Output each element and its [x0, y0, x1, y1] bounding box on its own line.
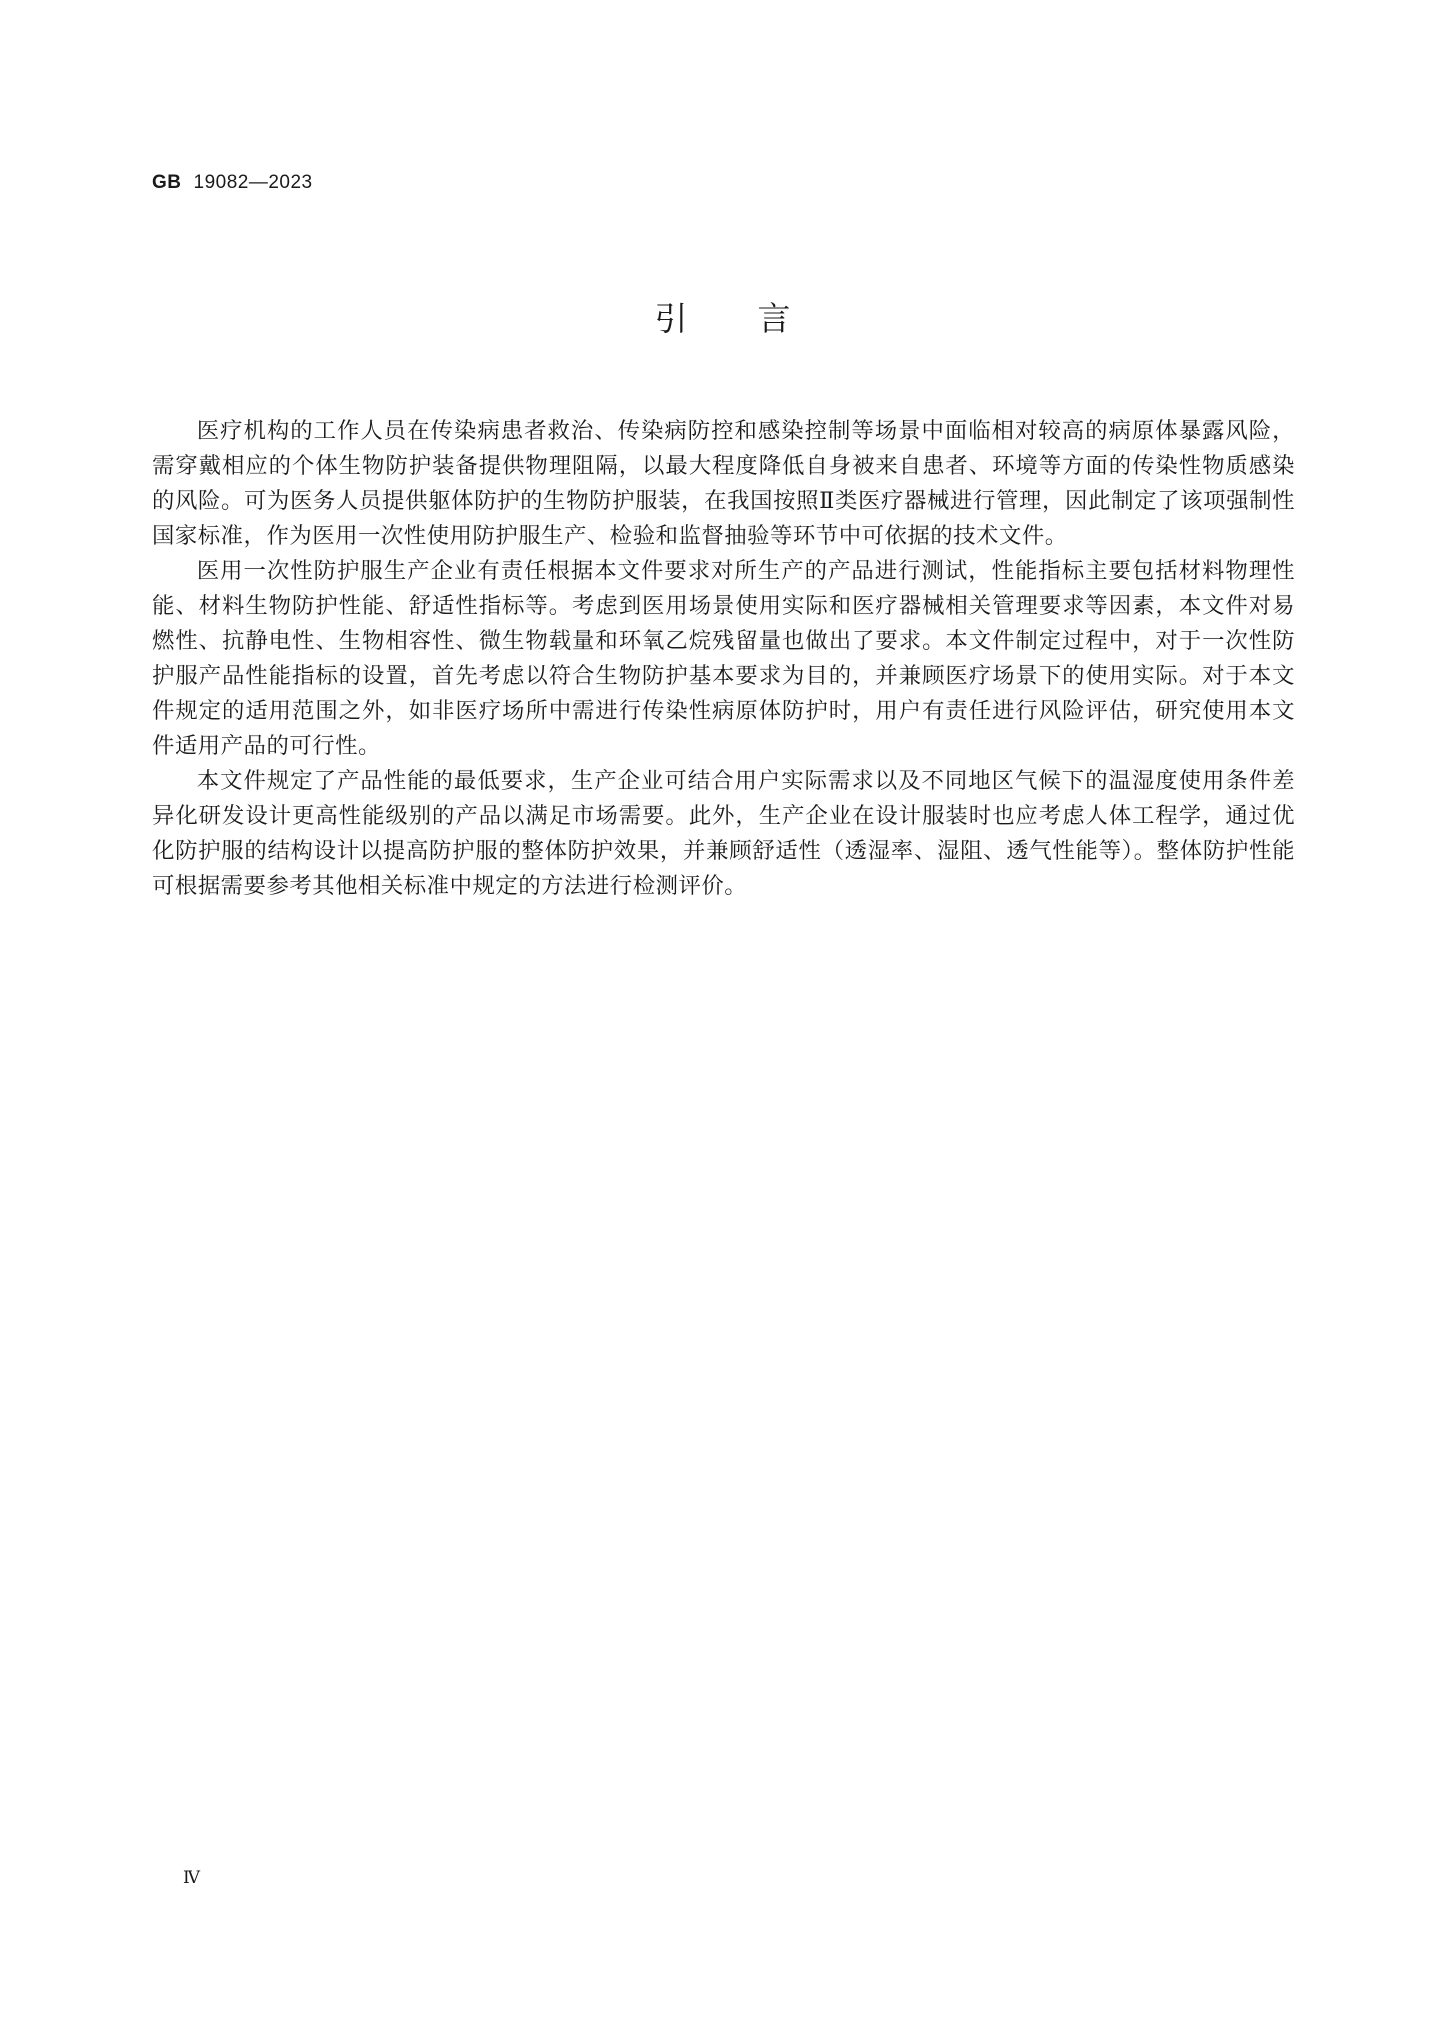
document-body — [152, 414, 1295, 904]
standard-number: 19082—2023 — [193, 172, 313, 193]
paragraph-1: 医疗机构的工作人员在传染病患者救治、传染病防控和感染控制等场景中面临相对较高的病原体暴露风险，需穿戴相应的个体生物防护装备提供物理阻隔，以最大程度降低自身被来自患者、环境等方面的传染性物质感染的风险。可为医务人员提供躯体防护的生物防护服装，在我国按照Ⅱ类医疗器械进行管理，因此制定了该项强制性国家标准，作为医用一次性使用防护服生产、检验和监督抽验等环节中可依据的技术文件。 — [152, 418, 1295, 549]
paragraph-3: 本文件规定了产品性能的最低要求，生产企业可结合用户实际需求以及不同地区气候下的温湿度使用条件差异化研发设计更高性能级别的产品以满足市场需要。此外，生产企业在设计服装时也应考虑人体工程学，通过优化防护服的结构设计以提高防护服的整体防护效果，并兼顾舒适性（透湿率、湿阻、透气性能等）。整体防护性能可根据需要参考其他相关标准中规定的方法进行检测评价。 — [152, 768, 1295, 899]
paragraph-2: 医用一次性防护服生产企业有责任根据本文件要求对所生产的产品进行测试，性能指标主要包括材料物理性能、材料生物防护性能、舒适性指标等。考虑到医用场景使用实际和医疗器械相关管理要求等因素，本文件对易燃性、抗静电性、生物相容性、微生物载量和环氧乙烷残留量也做出了要求。本文件制定过程中，对于一次性防护服产品性能指标的设置，首先考虑以符合生物防护基本要求为目的，并兼顾医疗场景下的使用实际。对于本文件规定的适用范围之外，如非医疗场所中需进行传染性病原体防护时，用户有责任进行风险评估，研究使用本文件适用产品的可行性。 — [152, 558, 1295, 759]
page-number: Ⅳ — [183, 1868, 200, 1888]
section-title: 引言 — [654, 299, 861, 338]
standard-header — [152, 172, 313, 194]
standard-prefix: GB — [152, 172, 182, 193]
